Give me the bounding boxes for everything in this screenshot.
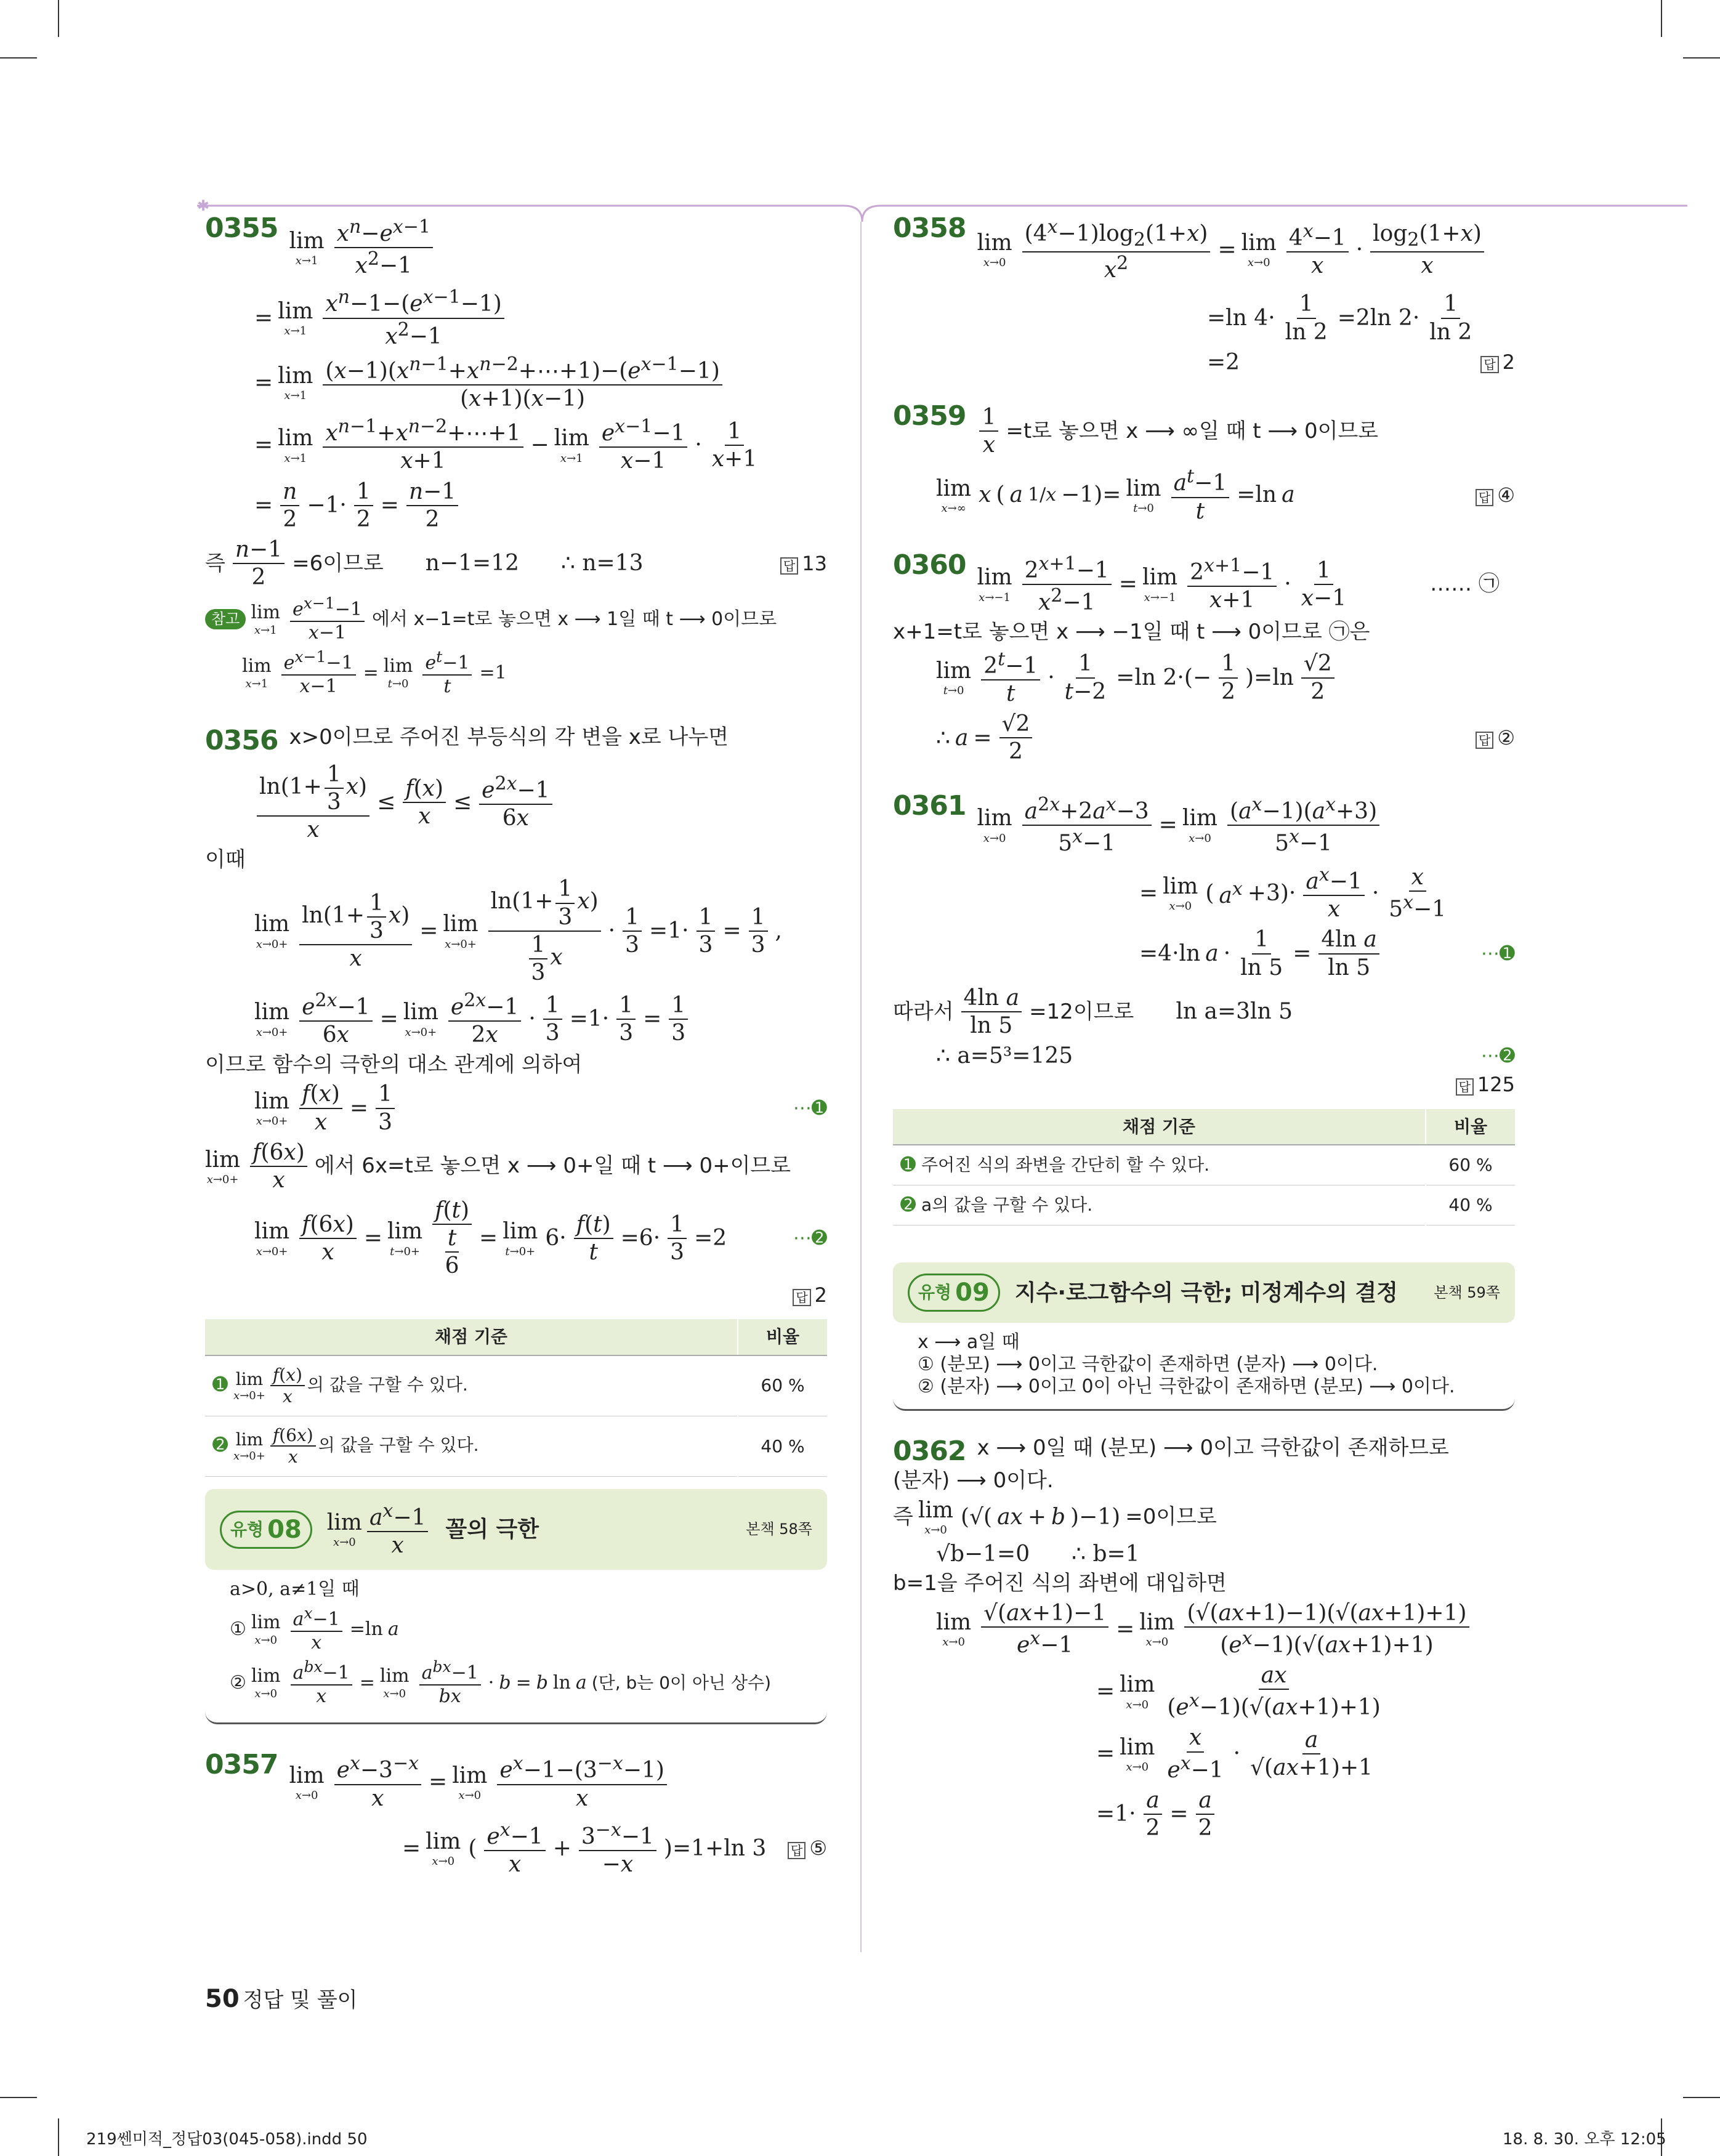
svg-text:✱: ✱	[197, 197, 210, 214]
problem-text: 이므로 함수의 극한의 대소 관계에 의하여	[205, 1052, 583, 1077]
problem-0356	[205, 725, 827, 757]
grade-ratio: 40 %	[1426, 1185, 1515, 1225]
step-marker-2: ➋	[900, 1194, 916, 1216]
crop-mark	[0, 57, 37, 59]
step-marker-2: ⋯➋	[793, 1227, 827, 1249]
answer-icon: 답	[780, 557, 798, 575]
problem-text: 따라서	[893, 999, 954, 1024]
problem-0355: 0355 lim x→1 $\frac{x^n-e^{x-1}}{x^2-1}$	[205, 212, 827, 283]
problem-number: 0357	[205, 1749, 278, 1781]
type-line: ① (분모) ⟶ 0이고 극한값이 존재하면 (분자) ⟶ 0이다.	[918, 1354, 1378, 1376]
answer-icon: 답	[1456, 1078, 1474, 1096]
step-marker-1: ➊	[900, 1154, 916, 1176]
grade-ratio: 60 %	[1426, 1145, 1515, 1185]
note-badge: 참고	[205, 609, 246, 629]
grade-header: 채점 기준	[205, 1319, 738, 1355]
ratio-header: 비율	[738, 1319, 827, 1355]
step-marker-2: ➋	[212, 1434, 228, 1456]
grade-ratio: 40 %	[738, 1416, 827, 1476]
problem-text: =12이므로	[1029, 999, 1134, 1024]
page-footer	[205, 1983, 358, 2013]
grade-row-text: 주어진 식의 좌변을 간단히 할 수 있다.	[921, 1155, 1210, 1176]
type-condition: a>0, a≠1일 때	[230, 1578, 360, 1601]
answer: 답 2	[1480, 350, 1515, 374]
type-08-body: a>0, a≠1일 때 ① lim x→0 $\frac{a^x-1}{x}$ =ln a ② lim x→0 $\frac{a^{bx}-1}{x}$ = lim x→0 $\frac{a^{bx}-1}{bx}$ · b = b ln a (단, b는 0이 아닌 상수)	[205, 1570, 827, 1724]
grade-row-text: 의 값을 구할 수 있다.	[318, 1434, 479, 1455]
type-reference: 본책 58쪽	[746, 1520, 812, 1538]
problem-text: 에서 6x=t로 놓으면 x ⟶ 0+일 때 t ⟶ 0+이므로	[314, 1153, 791, 1179]
answer-icon: 답	[793, 1289, 810, 1306]
grading-table	[893, 1109, 1515, 1226]
type-badge: 유형 08	[220, 1511, 312, 1549]
type-badge: 유형 09	[908, 1274, 1000, 1312]
equation: n−1=12	[425, 551, 520, 576]
type-note: (단, b는 0이 아닌 상수)	[591, 1673, 772, 1694]
problem-number: 0356	[205, 725, 278, 757]
problem-number: 0360	[893, 549, 966, 581]
step-marker-1: ⋯➊	[1480, 942, 1515, 964]
crop-mark	[58, 2118, 59, 2156]
type-09-header	[893, 1262, 1515, 1323]
problem-text: =0이므로	[1125, 1504, 1217, 1529]
equation-tag: …… ㉠	[1430, 571, 1500, 597]
type-title: 지수·로그함수의 극한; 미정계수의 결정	[1014, 1280, 1398, 1306]
left-column: 0355 lim x→1 $\frac{x^n-e^{x-1}}{x^2-1}$ = lim x→1 $\frac{x^n-1-(e^{x-1}-1)}{x^2-1}$ = lim x→1 $\frac{(x-1)(x^{n-1}+x^{n-2}+\cdots+1)-(e^{x-1}-1)}{(x+1)(x-1)}$ = lim x→1 $\frac{x^{n-1}+x^{n-2}+\cdots+1}{x+1}$ − lim x→1 $\frac{e^{x-1}-1}{x-1}$ · $\frac{1}{x+1}$ = $\frac{n}{2}$ −1· $\frac{1}{2}$ = $\frac{n-1}{2}$ 즉 $\frac{n-1}{2}$ =6이므로 n−1=12 ∴ n=13 답 13 참고 lim x→1 $\frac{e^{x-1}-1}{x-1}$ 에서 x−1=t로 놓으면 x ⟶ 1일 때 t ⟶ 0이므로 lim x→1 $\frac{e^{x-1}-1}{x-1}$ = lim t→0 $\frac{e^t-1}{t}$ =1 0356 x>0이므로 주어진 부등식의 각 변을 x로 나누면 ln(1+ $\frac{1}{3}$ x) x ≤ $\frac{f(x)}{x}$ ≤ $\frac{e^{2x}-1}{6x}$ 이때 lim x→0+ ln(1+ $\frac{1}{3}$ x) x = lim x→0+ ln(1+ $\frac{1}{3}$ x) $\frac{1}{3}$ x · $\frac{1}{3}$ =1· $\frac{1}{3}$ = $\frac{1}{3}$ , lim x→0+ $\frac{e^{2x}-1}{6x}$ = lim x→0+ $\frac{e^{2x}-1}{2x}$ · $\frac{1}{3}$ =1· $\frac{1}{3}$ = $\frac{1}{3}$ 이므로 함수의 극한의 대소 관계에 의하여 lim x→0+ $\frac{f(x)}{x}$ = $\frac{1}{3}$ ⋯➊ lim x→0+ $\frac{f(6x)}{x}$ 에서 6x=t로 놓으면 x ⟶ 0+일 때 t ⟶ 0+이므로 lim x→0+ $\frac{f(6x)}{x}$ = lim t→0+ $\frac{f(t)}{\frac{t}{6}}$ = lim t→0+ 6· $\frac{f(t)}{t}$ =6· $\frac{1}{3}$ =2 ⋯➋ 답 2 채점 기준 비율 ➊ lim x→0+ $\frac{f(x)}{x}$ 의 값을 구할 수 있다. 60 % ➋ lim x→0+ $\frac{f(6x)}{x}$ 의 값을 구할 수 있다. 40 % 유형 08 lim x→0 $\frac{a^x-1}{x}$ 꼴의 극한 본책 58쪽 a>0, a≠1일 때 ① lim x→0 $\frac{a^x-1}{x}$ =ln a ② lim x→0 $\frac{a^{bx}-1}{x}$ = lim x→0 $\frac{a^{bx}-1}{bx}$ · b = b ln a (단, b는 0이 아닌 상수) 0357 lim x→0 $\frac{e^x-3^{-x}}{x}$ = lim x→0 $\frac{e^x-1-(3^{-x}-1)}{x}$ = lim x→0 ( $\frac{e^x-1}{x}$ + $\frac{3^{-x}-1}{-x}$ )=1+ln 3 답 ⑤	[205, 212, 827, 1877]
problem-text: x+1=t로 놓으면 x ⟶ −1일 때 t ⟶ 0이므로 ㉠은	[893, 620, 1370, 645]
grade-header: 채점 기준	[893, 1109, 1426, 1145]
answer: 답 2	[793, 1283, 827, 1307]
problem-number: 0361	[893, 789, 966, 822]
crop-mark	[1661, 0, 1662, 37]
page-number: 50	[205, 1985, 240, 2013]
problem-text: (분자) ⟶ 0이다.	[893, 1468, 1054, 1493]
problem-number: 0362	[893, 1435, 966, 1468]
problem-text: x>0이므로 주어진 부등식의 각 변을 x로 나누면	[289, 725, 729, 750]
answer: 답 ④	[1476, 483, 1515, 507]
print-date: 18. 8. 30. 오후 12:05	[1503, 2130, 1666, 2149]
note-0355: 참고 lim x→1 $\frac{e^{x-1}-1}{x-1}$ 에서 x−1=t로 놓으면 x ⟶ 1일 때 t ⟶ 0이므로	[205, 594, 827, 644]
problem-text: =t로 놓으면 x ⟶ ∞일 때 t ⟶ 0이므로	[1006, 418, 1379, 443]
problem-number: 0355	[205, 212, 278, 244]
conclusion-mid: =6이므로	[292, 551, 384, 576]
equation: √b−1=0	[936, 1541, 1030, 1567]
problem-number: 0359	[893, 400, 966, 432]
equation: ∴ a=5³=125	[936, 1043, 1073, 1069]
crop-mark	[0, 2097, 37, 2098]
note-text: 에서 x−1=t로 놓으면 x ⟶ 1일 때 t ⟶ 0이므로	[371, 608, 777, 630]
type-09-body	[893, 1323, 1515, 1411]
type-line: ② (분자) ⟶ 0이고 0이 아닌 극한값이 존재하면 (분모) ⟶ 0이다.	[918, 1376, 1455, 1398]
equation: ∴ b=1	[1072, 1541, 1140, 1567]
answer-icon: 답	[1480, 356, 1498, 373]
page-label: 정답 및 풀이	[243, 1988, 358, 2013]
answer: 답 13	[780, 552, 827, 575]
grade-ratio: 60 %	[738, 1355, 827, 1416]
conclusion-prefix: 즉	[205, 551, 225, 576]
problem-0360: 0360 lim x→−1 $\frac{2^{x+1}-1}{x^2-1}$ = lim x→−1 $\frac{2^{x+1}-1}{x+1}$ · $\frac{1}{x-1}$ …… ㉠	[893, 549, 1500, 615]
grade-row-text: a의 값을 구할 수 있다.	[921, 1195, 1093, 1216]
problem-0358: 0358 lim x→0 $\frac{(4^x-1)\log_2(1+x)}{x^2}$ = lim x→0 $\frac{4^x-1}{x}$ · $\frac{\log_2(1+x)}{x}$	[893, 212, 1515, 287]
crop-mark	[1683, 57, 1720, 59]
problem-text: 즉	[893, 1504, 913, 1529]
problem-0357: 0357 lim x→0 $\frac{e^x-3^{-x}}{x}$ = lim x→0 $\frac{e^x-1-(3^{-x}-1)}{x}$	[205, 1749, 827, 1815]
problem-text: x ⟶ 0일 때 (분모) ⟶ 0이고 극한값이 존재하므로	[977, 1435, 1449, 1461]
type-title: 꼴의 극한	[445, 1517, 539, 1543]
answer: 답 125	[1456, 1073, 1515, 1096]
answer-icon: 답	[1476, 489, 1493, 506]
problem-text: b=1을 주어진 식의 좌변에 대입하면	[893, 1570, 1227, 1596]
answer: 답 ②	[1476, 726, 1515, 749]
ratio-header: 비율	[1426, 1109, 1515, 1145]
answer-icon: 답	[1476, 732, 1493, 749]
problem-0359: 0359 $\frac{1}{x}$ =t로 놓으면 x ⟶ ∞일 때 t ⟶ 0이므로	[893, 400, 1379, 458]
problem-number: 0358	[893, 212, 966, 244]
equation: ∴ n=13	[561, 551, 644, 576]
crop-mark	[58, 0, 59, 37]
answer-icon: 답	[788, 1842, 805, 1859]
text-then: 이때	[205, 847, 246, 872]
grade-row-text: 의 값을 구할 수 있다.	[307, 1374, 468, 1395]
grading-table: 채점 기준 비율 ➊ lim x→0+ $\frac{f(x)}{x}$ 의 값을 구할 수 있다. 60 % ➋ lim x→0+ $\frac{f(6x)}{x}$ 의 값을 구할 수 있다. 40 %	[205, 1319, 827, 1477]
type-reference: 본책 59쪽	[1434, 1283, 1500, 1301]
type-08-header: 유형 08 lim x→0 $\frac{a^x-1}{x}$ 꼴의 극한 본책 58쪽	[205, 1489, 827, 1570]
problem-0361: 0361 lim x→0 $\frac{a^{2x}+2a^x-3}{5^x-1}$ = lim x→0 $\frac{(a^x-1)(a^x+3)}{5^x-1}$	[893, 790, 1515, 860]
column-divider	[860, 222, 862, 1952]
crop-mark	[1683, 2097, 1720, 2098]
answer: 답 ⑤	[788, 1836, 827, 1860]
problem-0362	[893, 1435, 1515, 1468]
right-column: 0358 lim x→0 $\frac{(4^x-1)\log_2(1+x)}{x^2}$ = lim x→0 $\frac{4^x-1}{x}$ · $\frac{\log_2(1+x)}{x}$ =ln 4· $\frac{1}{\ln 2}$ =2ln 2· $\frac{1}{\ln 2}$ =2 답 2 0359 $\frac{1}{x}$ =t로 놓으면 x ⟶ ∞일 때 t ⟶ 0이므로 lim x→∞ x ( a 1/x −1)= lim t→0 $\frac{a^t-1}{t}$ =ln a 답 ④ 0360 lim x→−1 $\frac{2^{x+1}-1}{x^2-1}$ = lim x→−1 $\frac{2^{x+1}-1}{x+1}$ · $\frac{1}{x-1}$ …… ㉠ x+1=t로 놓으면 x ⟶ −1일 때 t ⟶ 0이므로 ㉠은 lim t→0 $\frac{2^t-1}{t}$ · $\frac{1}{t-2}$ =ln 2·(− $\frac{1}{2}$ )=ln $\frac{√2}{2}$ ∴ a = $\frac{√2}{2}$ 답 ② 0361 lim x→0 $\frac{a^{2x}+2a^x-3}{5^x-1}$ = lim x→0 $\frac{(a^x-1)(a^x+3)}{5^x-1}$ = lim x→0 ( $a^x$ +3)· $\frac{a^x-1}{x}$ · $\frac{x}{5^x-1}$ =4·ln a · $\frac{1}{\ln 5}$ = $\frac{\text{4ln a}}{\ln 5}$ ⋯➊ 따라서 $\frac{\text{4ln a}}{\ln 5}$ =12이므로 ln a=3ln 5 ∴ a=5³=125 ⋯➋ 답 125 채점 기준 비율 ➊ 주어진 식의 좌변을 간단히 할 수 있다. 60 % ➋ a의 값을 구할 수 있다. 40 % 유형 09 지수·로그함수의 극한; 미정계수의 결정 본책 59쪽 x ⟶ a일 때 ① (분모) ⟶ 0이고 극한값이 존재하면 (분자) ⟶ 0이다. ② (분자) ⟶ 0이고 0이 아닌 극한값이 존재하면 (분모) ⟶ 0이다. 0362 x ⟶ 0일 때 (분모) ⟶ 0이고 극한값이 존재하므로 (분자) ⟶ 0이다. 즉 lim x→0 (√( ax + b )−1) =0이므로 √b−1=0 ∴ b=1 b=1을 주어진 식의 좌변에 대입하면 lim x→0 $\frac{√(ax+1)-1}{e^x-1}$ = lim x→0 $\frac{(√(ax+1)-1)(√(ax+1)+1)}{(e^x-1)(√(ax+1)+1)}$ = lim x→0 $\frac{ax}{(e^x-1)(√(ax+1)+1)}$ = lim x→0 $\frac{x}{e^x-1}$ · $\frac{a}{√(ax+1)+1}$ =1· $\frac{a}{2}$ = $\frac{a}{2}$	[893, 212, 1515, 1841]
step-marker-1: ➊	[212, 1373, 228, 1395]
step-marker-2: ⋯➋	[1480, 1044, 1515, 1067]
type-line: x ⟶ a일 때	[918, 1331, 1020, 1354]
equation: ln a=3ln 5	[1176, 999, 1293, 1025]
step-marker-1: ⋯➊	[793, 1097, 827, 1119]
file-info: 219쎈미적_정답03(045-058).indd 50	[86, 2130, 368, 2149]
